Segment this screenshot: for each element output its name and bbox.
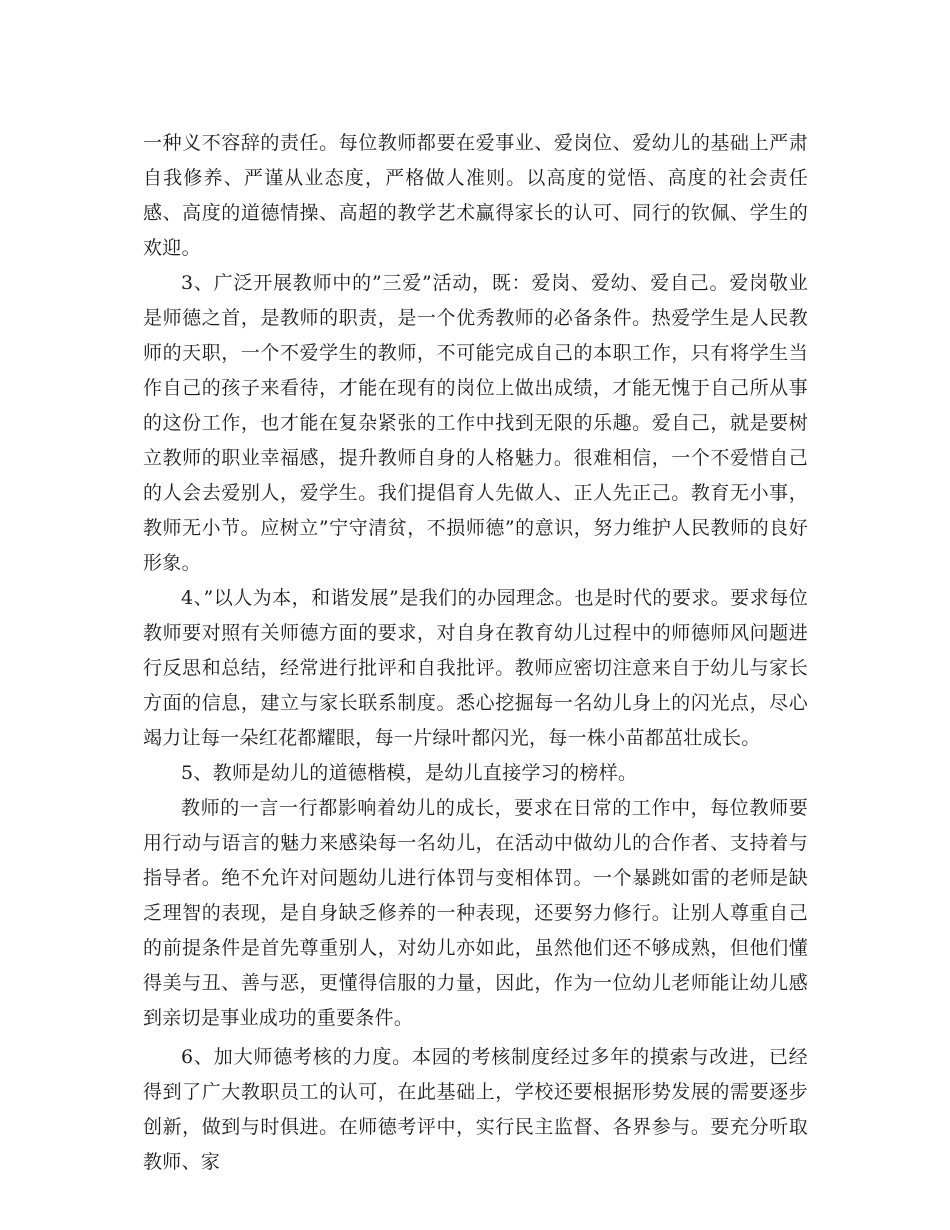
paragraph-5: 教师的一言一行都影响着幼儿的成长，要求在日常的工作中，每位教师要用行动与语言的魅力来感染每一名幼儿，在活动中做幼儿的合作者、支持着与指导者。绝不允许对问题幼儿进行体罚与变相体罚。一个暴跳如雷的老师是缺乏理智的表现，是自身缺乏修养的一种表现，还要努力修行。让别人尊重自己的前提条件是首先尊重别人，对幼儿亦如此，虽然他们还不够成熟，但他们懂得美与丑、善与恶，更懂得信服的力量，因此，作为一位幼儿老师能让幼儿感到亲切是事业成功的重要条件。 bbox=[143, 797, 808, 1029]
paragraph-1: 一种义不容辞的责任。每位教师都要在爱事业、爱岗位、爱幼儿的基础上严肃自我修养、严谨从业态度，严格做人准则。以高度的觉悟、高度的社会责任感、高度的道德情操、高超的教学艺术赢得家长的认可、同行的钦佩、学生的欢迎。 bbox=[143, 132, 808, 259]
paragraph-2: 3、广泛开展教师中的”三爱”活动，既：爱岗、爱幼、爱自己。爱岗敬业是师德之首，是教师的职责，是一个优秀教师的必备条件。热爱学生是人民教师的天职，一个不爱学生的教师，不可能完成自己的本职工作，只有将学生当作自己的孩子来看待，才能在现有的岗位上做出成绩，才能无愧于自己所从事的这份工作，也才能在复杂紧张的工作中找到无限的乐趣。爱自己，就是要树立教师的职业幸福感，提升教师自身的人格魅力。很难相信，一个不爱惜自己的人会去爱别人，爱学生。我们提倡育人先做人、正人先正己。教育无小事，教师无小节。应树立”宁守清贫，不损师德”的意识，努力维护人民教师的良好形象。 bbox=[143, 272, 808, 574]
document-body bbox=[143, 126, 808, 1180]
paragraph-6: 6、加大师德考核的力度。本园的考核制度经过多年的摸索与改进，已经得到了广大教职员工的认可，在此基础上，学校还要根据形势发展的需要逐步创新，做到与时俱进。在师德考评中，实行民主监督、各界参与。要充分听取教师、家 bbox=[143, 1046, 808, 1173]
paragraph-3: 4、”以人为本，和谐发展”是我们的办园理念。也是时代的要求。要求每位教师要对照有关师德方面的要求，对自身在教育幼儿过程中的师德师风问题进行反思和总结，经常进行批评和自我批评。教师应密切注意来自于幼儿与家长方面的信息，建立与家长联系制度。悉心挖掘每一名幼儿身上的闪光点，尽心竭力让每一朵红花都耀眼，每一片绿叶都闪光，每一株小苗都茁壮成长。 bbox=[143, 587, 808, 749]
paragraph-4: 5、教师是幼儿的道德楷模，是幼儿直接学习的榜样。 bbox=[181, 762, 638, 784]
